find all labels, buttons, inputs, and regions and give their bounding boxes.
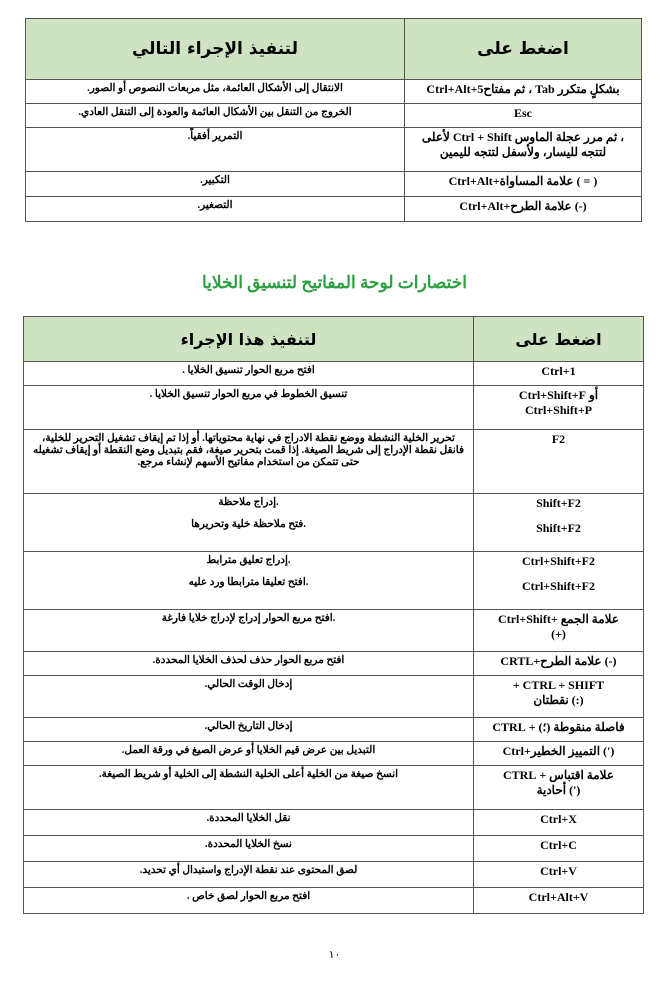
shortcut-action [24,552,474,610]
shortcut-keys-line: (') أحادية [536,783,581,797]
shortcut-keys: (-) علامة الطرح+CRTL [474,652,644,676]
section-title: اختصارات لوحة المفاتيح لتنسيق الخلايا [202,273,467,292]
table-row [26,197,642,222]
shortcut-keys: ( = ) علامة المساواة+Ctrl+Alt [405,172,642,197]
shortcut-keys: Ctrl+1 [474,362,644,386]
table-row [24,386,644,430]
table-row [26,80,642,104]
shortcut-action: التصغير. [26,197,405,222]
table-row [24,742,644,766]
shortcut-keys-line: أو Ctrl+Shift+F [518,388,599,402]
shortcut-action: الانتقال إلى الأشكال العائمة، مثل مربعات النصوص أو الصور. [26,80,405,104]
shortcut-keys [474,552,644,610]
shortcut-keys [474,766,644,810]
table-row [24,430,644,494]
shortcut-keys-line: علامة الجمع +Ctrl+Shift [498,612,619,626]
shortcut-action: التكبير. [26,172,405,197]
shortcut-keys [474,494,644,552]
shortcut-action-line: .إدراج تعليق مترابط [206,555,291,566]
shortcut-keys [474,610,644,652]
shortcut-keys [474,386,644,430]
page-number: ١٠ [328,949,341,961]
shortcut-action: .افتح مربع الحوار إدراج لإدراج خلايا فارغة [24,610,474,652]
table-row [24,552,644,610]
shortcut-keys: Ctrl+Alt+V [474,888,644,914]
shortcut-action: تحرير الخلية النشطة ووضع نقطة الادراج في نهاية محتوياتها. أو إذا تم إيقاف تشغيل التحرير للخلية، فانقل نقطة الإدراج إلى شريط الصيغة. إذا قمت بتحرير صيغة، فقم بتبديل وضع النقطة أو إيقاف تشغيله حتى تتمكن من استخدام مفاتيح الأسهم لإنشاء مرجع. [24,430,474,494]
shortcut-action-line: .فتح ملاحظة خلية وتحريرها [191,519,306,530]
shortcut-keys-line: (:) نقطتان [533,693,584,707]
shortcut-keys-line: Shift+F2 [536,496,581,510]
table-row [26,172,642,197]
table-row [24,610,644,652]
table-row [24,810,644,836]
header-press: اضغط على [474,317,644,362]
shortcut-action: افتح مربع الحوار حذف لحذف الخلايا المحددة. [24,652,474,676]
shortcut-keys [474,676,644,718]
table-row [24,494,644,552]
header-press: اضغط على [405,19,642,80]
shortcut-keys-line: (+) [551,627,566,641]
shortcut-action: نسخ الخلايا المحددة. [24,836,474,862]
shortcut-keys: Ctrl+C [474,836,644,862]
table-row [24,888,644,914]
shortcut-keys-line: Shift+F2 [536,521,581,535]
shortcut-action: افتح مربع الحوار لصق خاص . [24,888,474,914]
shortcuts-table-cell-formatting [23,316,644,914]
table-row [24,362,644,386]
shortcut-action: التمرير أفقياً. [26,128,405,172]
table-row [26,104,642,128]
shortcuts-table-navigation [25,18,642,222]
header-action: لتنفيذ الإجراء التالي [26,19,405,80]
table-row [24,652,644,676]
shortcut-keys: Ctrl+X [474,810,644,836]
table-header-row [24,317,644,362]
shortcut-keys: (-) علامة الطرح+Ctrl+Alt [405,197,642,222]
shortcut-keys: F2 [474,430,644,494]
shortcut-keys: Esc [405,104,642,128]
table-header-row [26,19,642,80]
table-row [24,836,644,862]
shortcut-action: نقل الخلايا المحددة. [24,810,474,836]
shortcut-keys: بشكلٍ متكرر Tab ، ثم مفتاح5+Ctrl+Alt [405,80,642,104]
shortcut-keys: Ctrl+V [474,862,644,888]
shortcut-action-line: .إدراج ملاحظة [218,497,279,508]
shortcut-action: انسخ صيغة من الخلية أعلى الخلية النشطة إلى الخلية أو شريط الصيغة. [24,766,474,810]
shortcut-action: لصق المحتوى عند نقطة الإدراج واستبدال أي تحديد. [24,862,474,888]
shortcut-keys-line: Ctrl+Shift+P [524,403,592,417]
shortcut-keys: ، ثم مرر عجلة الماوس Ctrl + Shift لأعلى لتتجه لليسار، ولأسفل لتتجه لليمين [405,128,642,172]
table-row [24,676,644,718]
table-row [24,862,644,888]
shortcut-keys-line: Ctrl+Shift+F2 [521,579,595,593]
shortcut-action [24,494,474,552]
header-action: لتنفيذ هذا الإجراء [24,317,474,362]
shortcut-action: تنسيق الخطوط في مربع الحوار تنسيق الخلايا . [24,386,474,430]
shortcut-action: إدخال الوقت الحالي. [24,676,474,718]
shortcut-action-line: .افتح تعليقا مترابطا ورد عليه [188,577,309,588]
shortcut-action: إدخال التاريخ الحالي. [24,718,474,742]
table-row [24,718,644,742]
shortcut-keys: (') التمييز الخطير+Ctrl [474,742,644,766]
shortcut-keys-line: علامة اقتباس + CTRL [503,768,614,782]
shortcut-action: افتح مربع الحوار تنسيق الخلايا . [24,362,474,386]
shortcut-keys-line: CTRL + SHIFT + [512,678,605,692]
table-row [26,128,642,172]
shortcut-keys-line: Ctrl+Shift+F2 [521,554,595,568]
shortcut-action: التبديل بين عرض قيم الخلايا أو عرض الصيغ في ورقة العمل. [24,742,474,766]
shortcut-keys: فاصلة منقوطة (؛) + CTRL [474,718,644,742]
table-row [24,766,644,810]
shortcut-action: الخروج من التنقل بين الأشكال العائمة والعودة إلى التنقل العادي. [26,104,405,128]
